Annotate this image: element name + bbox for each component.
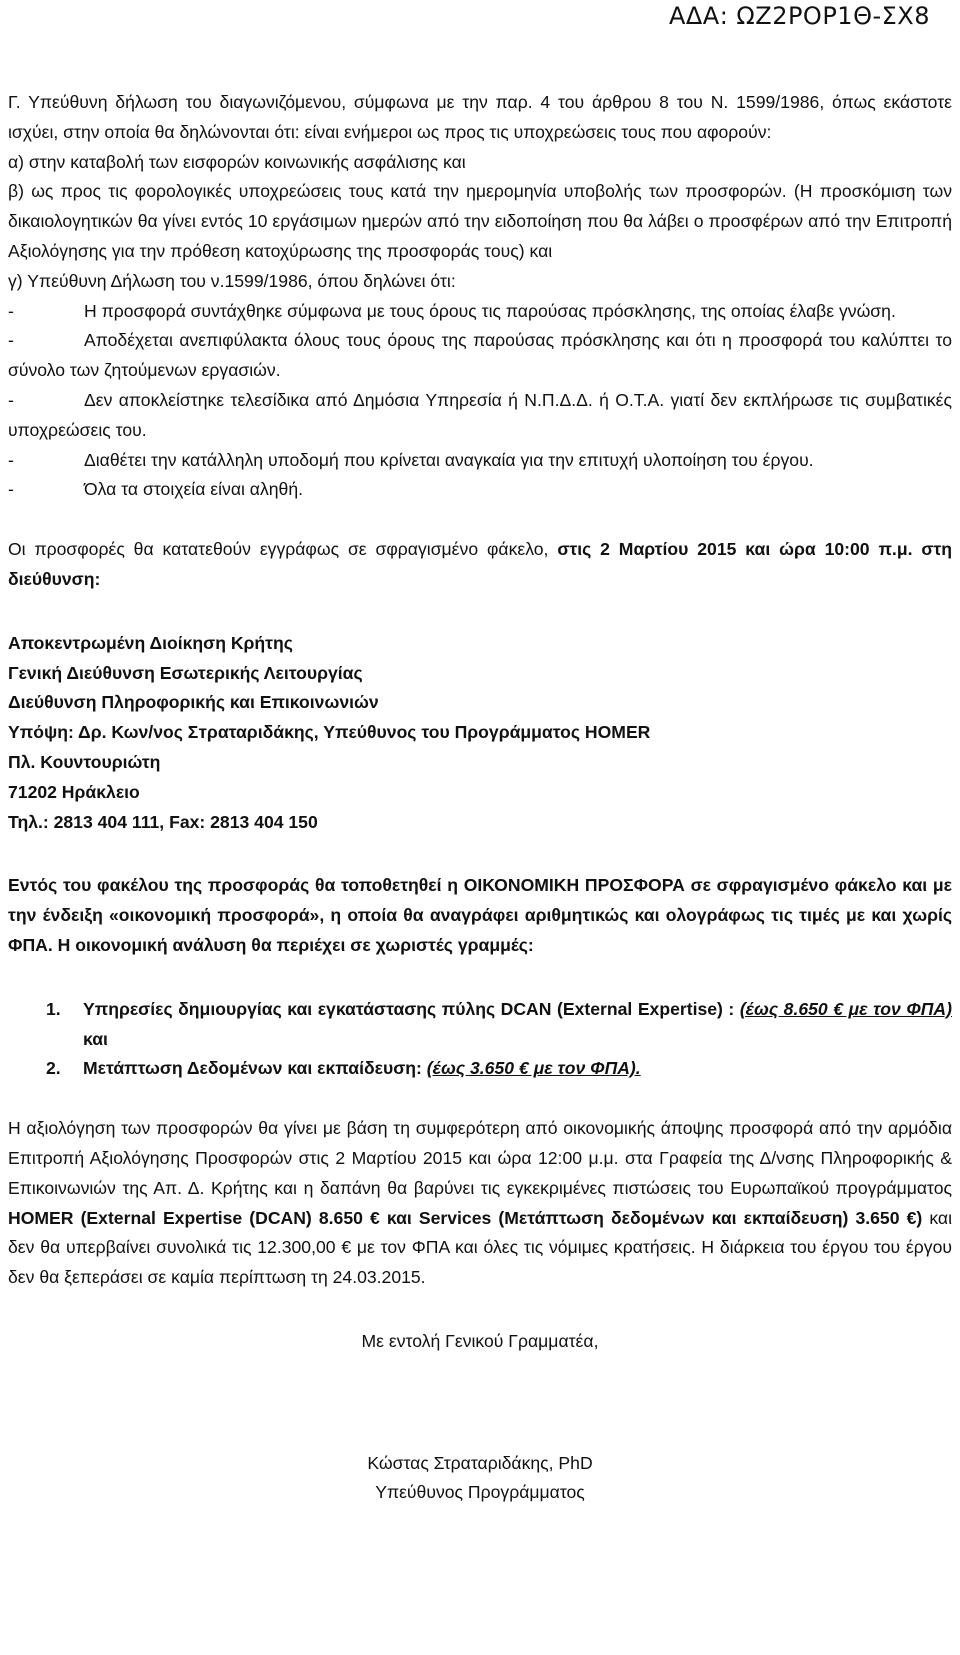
submission-paragraph: Οι προσφορές θα κατατεθούν εγγράφως σε σφραγισμένο φάκελο, στις 2 Μαρτίου 2015 και ώρα 10:00 π.μ. στη διεύθυνση: bbox=[8, 539, 952, 589]
document-body bbox=[8, 88, 952, 1508]
envelope-paragraph: Εντός του φακέλου της προσφοράς θα τοποθετηθεί η ΟΙΚΟΝΟΜΙΚΗ ΠΡΟΣΦΟΡΑ σε σφραγισμένο φάκελο και με την ένδειξη «οικονομική προσφορά», η οποία θα αναγράφει αριθμητικώς και ολογράφως τις τιμές με και χωρίς ΦΠΑ. Η οικονομική ανάλυση θα περιέχει σε χωριστές γραμμές: bbox=[8, 875, 952, 955]
evaluation-paragraph: Η αξιολόγηση των προσφορών θα γίνει με βάση τη συμφερότερη από οικονομικής άποψης προσφορά από την αρμόδια Επιτροπή Αξιολόγησης Προσφορών στις 2 Μαρτίου 2015 και ώρα 12:00 μ.μ. στα Γραφεία της Δ/νσης Πληροφορικής & Επικοινωνιών της Απ. Δ. Κρήτης και η δαπάνη θα βαρύνει τις εγκεκριμένες πιστώσεις του Ευρωπαϊκού προγράμματος HOMER (External Expertise (DCAN) 8.650 € και Services (Μετάπτωση δεδομένων και εκπαίδευση) 3.650 €) και δεν θα υπερβαίνει συνολικά τις 12.300,00 € με τον ΦΠΑ και όλες τις νόμιμες κρατήσεις. Η διάρκεια του έργου του έργου δεν θα ξεπεράσει σε καμία περίπτωση τη 24.03.2015. bbox=[8, 1118, 952, 1288]
bullet-item: - Διαθέτει την κατάλληλη υποδομή που κρίνεται αναγκαία για την επιτυχή υλοποίηση του έργου. bbox=[8, 449, 814, 470]
signature-role: Υπεύθυνος Προγράμματος bbox=[375, 1482, 585, 1503]
ada-code: ΑΔΑ: ΩΖ2ΡΟΡ1Θ-ΣΧ8 bbox=[668, 2, 930, 30]
address-line: Διεύθυνση Πληροφορικής και Επικοινωνιών bbox=[8, 692, 379, 713]
cost-items-list bbox=[8, 995, 952, 1084]
item-c: γ) Υπεύθυνη Δήλωση του ν.1599/1986, όπου δηλώνει ότι: bbox=[8, 270, 456, 291]
address-line: Πλ. Κουντουριώτη bbox=[8, 751, 161, 772]
address-line: Υπόψη: Δρ. Κων/νος Σтραταριδάκης, Υπεύθυνος του Προγράμματος HOMER bbox=[8, 722, 651, 743]
section-g-intro: Γ. Υπεύθυνη δήλωση του διαγωνιζόμενου, σύμφωνα με την παρ. 4 του άρθρου 8 του Ν. 1599/1986, όπως εκάστοτε ισχύει, στην οποία θα δηλώνονται ότι: είναι ενήμεροι ως προς τις υποχρεώσεις τους που αφορούν: bbox=[8, 92, 952, 142]
list-item: 1. Υπηρεσίες δημιουργίας και εγκατάστασης πύλης DCAN (External Expertise) : (έως 8.650 € με τον ΦΠΑ) και bbox=[46, 998, 952, 1049]
bullet-item: - Όλα τα στοιχεία είναι αληθή. bbox=[8, 479, 304, 500]
address-line: Γενική Διεύθυνση Εσωτερικής Λειτουργίας bbox=[8, 662, 363, 683]
signature-order: Με εντολή Γενικού Γραμματέα, bbox=[361, 1330, 599, 1351]
address-line: 71202 Ηράκλειο bbox=[8, 781, 140, 802]
bullet-item: - Η προσφορά συντάχθηκε σύμφωνα με τους όρους τις παρούσας πρόσκλησης, της οποίας έλαβε γνώση. bbox=[8, 300, 896, 321]
list-item: 2. Μετάπτωση Δεδομένων και εκπαίδευση: (έως 3.650 € με τον ΦΠΑ). bbox=[46, 1058, 641, 1079]
address-line: Τηλ.: 2813 404 111, Fax: 2813 404 150 bbox=[8, 811, 318, 832]
signature-name: Κώστας Στραταριδάκης, PhD bbox=[367, 1452, 593, 1473]
address-line: Αποκεντρωμένη Διοίκηση Κρήτης bbox=[8, 632, 293, 653]
bullet-item: - Δεν αποκλείστηκε τελεσίδικα από Δημόσια Υπηρεσία ή Ν.Π.Δ.Δ. ή Ο.Τ.Α. γιατί δεν εκπλήρωσε τις συμβατικές υποχρεώσεις του. bbox=[8, 389, 952, 440]
bullet-item: - Αποδέχεται ανεπιφύλακτα όλους τους όρους της παρούσας πρόσκλησης και ότι η προσφορά του καλύπτει το σύνολο των ζητούμενων εργασιών. bbox=[8, 330, 952, 381]
item-a: α) στην καταβολή των εισφορών κοινωνικής ασφάλισης και bbox=[8, 151, 466, 172]
address-block bbox=[8, 629, 952, 838]
item-b: β) ως προς τις φορολογικές υποχρεώσεις τους κατά την ημερομηνία υποβολής των προσφορών. (Η προσκόμιση των δικαιολογητικών θα γίνει εντός 10 εργάσιμων ημερών από την ειδοποίηση που θα λάβει ο προσφέρων από την Επιτροπή Αξιολόγησης για την πρόθεση κατοχύρωσης της προσφοράς τους) και bbox=[8, 181, 952, 261]
